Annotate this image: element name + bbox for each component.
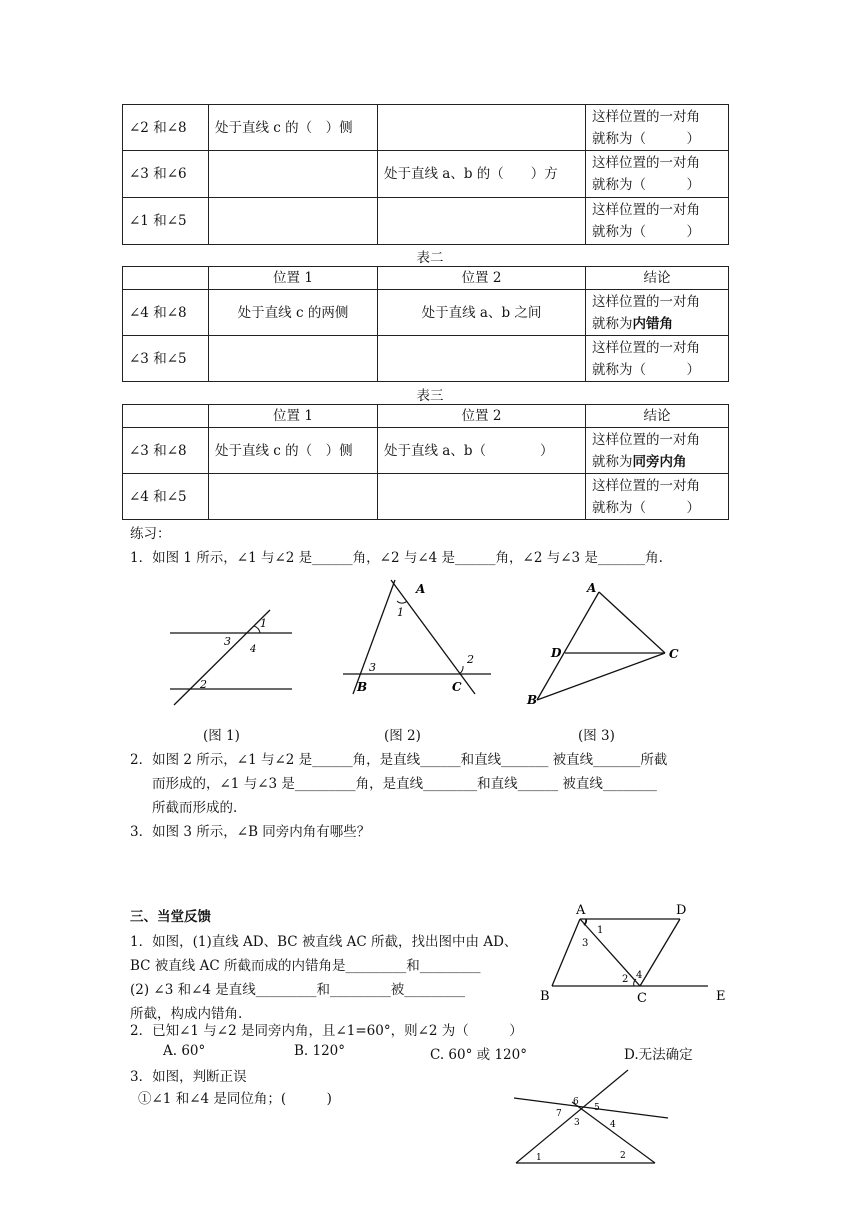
angle-label: 7 xyxy=(556,1109,562,1119)
position1-cell: 处于直线 c 的（ ）侧 xyxy=(209,428,378,474)
pair-cell: ∠2 和∠8 xyxy=(123,105,209,151)
table-2-caption: 表二 xyxy=(416,250,444,266)
table-row xyxy=(123,151,729,198)
header-cell: 位置 2 xyxy=(378,267,586,290)
figure-3 xyxy=(525,580,690,710)
vertex-label: A xyxy=(576,903,586,918)
angle-label: 2 xyxy=(620,1151,626,1161)
angle-label: 2 xyxy=(622,974,629,985)
figure-1 xyxy=(160,600,300,712)
table-header-row xyxy=(123,405,729,428)
term-co-interior-angles: 同旁内角 xyxy=(632,453,687,470)
table-row xyxy=(123,474,729,520)
pair-cell: ∠3 和∠6 xyxy=(123,151,209,198)
header-cell: 结论 xyxy=(586,405,729,428)
angle-label: 1 xyxy=(597,925,604,936)
table-2 xyxy=(122,266,729,382)
feedback-question-3-item-1: ①∠1 和∠4 是同位角；( ) xyxy=(138,1091,332,1107)
position1-cell xyxy=(209,336,378,382)
feedback-question-2: 2．已知∠1 与∠2 是同旁内角，且∠1=60°，则∠2 为（ ） xyxy=(130,1023,523,1039)
option-a: A. 60° xyxy=(163,1043,206,1059)
figure-parallelogram xyxy=(530,900,740,1005)
feedback-question-1-line-3: (2) ∠3 和∠4 是直线_________和_________被_________ xyxy=(130,982,466,998)
angle-label: 2 xyxy=(467,653,474,666)
angle-label: 1 xyxy=(260,617,267,630)
vertex-label: B xyxy=(527,693,538,707)
conclusion-cell: 这样位置的一对角 就称为内错角 xyxy=(586,290,729,336)
pair-cell: ∠4 和∠5 xyxy=(123,474,209,520)
table-3 xyxy=(122,404,729,520)
conclusion-cell: 这样位置的一对角 就称为（ ） xyxy=(586,474,729,520)
angle-label: 1 xyxy=(536,1153,542,1163)
angle-label: 3 xyxy=(574,1118,580,1128)
position2-cell xyxy=(378,474,586,520)
practice-question-3: 3．如图 3 所示，∠B 同旁内角有哪些？ xyxy=(130,824,371,840)
pair-cell: ∠3 和∠5 xyxy=(123,336,209,382)
angle-label: 4 xyxy=(250,644,257,655)
practice-question-2-line-1: 2．如图 2 所示，∠1 与∠2 是______角，是直线______和直线_______ 被直线_______所截 xyxy=(130,752,668,768)
angle-label: 4 xyxy=(610,1120,616,1130)
option-b: B. 120° xyxy=(294,1043,346,1059)
table-3-caption: 表三 xyxy=(416,388,444,404)
conclusion-cell: 这样位置的一对角 就称为同旁内角 xyxy=(586,428,729,474)
feedback-heading: 三、当堂反馈 xyxy=(130,909,211,925)
vertex-label: D xyxy=(676,903,687,918)
figure-2-caption: (图 2) xyxy=(384,728,421,744)
figure-intersecting-lines xyxy=(508,1066,678,1166)
angle-label: 3 xyxy=(369,661,376,674)
angle-label: 2 xyxy=(200,678,207,691)
header-cell xyxy=(123,267,209,290)
vertex-label: C xyxy=(669,647,679,661)
feedback-question-1-line-4: 所截，构成内错角. xyxy=(130,1006,243,1022)
figure-3-caption: (图 3) xyxy=(578,728,615,744)
conclusion-cell: 这样位置的一对角 就称为（ ） xyxy=(586,151,729,198)
feedback-question-1-line-1: 1．如图，(1)直线 AD、BC 被直线 AC 所截，找出图中由 AD、 xyxy=(130,934,518,950)
pair-cell: ∠3 和∠8 xyxy=(123,428,209,474)
practice-question-2-line-3: 所截而形成的. xyxy=(152,800,238,816)
table-1 xyxy=(122,104,729,245)
feedback-question-3: 3．如图，判断正误 xyxy=(130,1069,247,1085)
feedback-question-1-line-2: BC 被直线 AC 所截而成的内错角是_________和_________ xyxy=(130,958,481,974)
vertex-label: B xyxy=(357,680,368,694)
table-row xyxy=(123,105,729,151)
table-row xyxy=(123,428,729,474)
conclusion-cell: 这样位置的一对角 就称为（ ） xyxy=(586,198,729,245)
header-cell xyxy=(123,405,209,428)
position1-cell xyxy=(209,198,378,245)
table-row xyxy=(123,290,729,336)
position1-cell xyxy=(209,151,378,198)
vertex-label: B xyxy=(540,989,550,1004)
term-alternate-angles: 内错角 xyxy=(632,315,673,332)
angle-label: 6 xyxy=(573,1097,579,1107)
position1-cell: 处于直线 c 的（ ）侧 xyxy=(209,105,378,151)
position2-cell: 处于直线 a、b（ ） xyxy=(378,428,586,474)
angle-label: 5 xyxy=(594,1103,600,1113)
position2-cell: 处于直线 a、b 的（ ）方 xyxy=(378,151,586,198)
vertex-label: A xyxy=(416,582,426,596)
position2-cell: 处于直线 a、b 之间 xyxy=(378,290,586,336)
figure-1-caption: (图 1) xyxy=(203,728,240,744)
practice-heading: 练习： xyxy=(130,526,171,542)
header-cell: 位置 1 xyxy=(209,405,378,428)
position2-cell xyxy=(378,336,586,382)
vertex-label: D xyxy=(551,646,562,660)
table-header-row xyxy=(123,267,729,290)
vertex-label: C xyxy=(637,991,647,1005)
angle-label: 3 xyxy=(224,635,231,648)
option-d: D.无法确定 xyxy=(624,1047,693,1063)
header-cell: 结论 xyxy=(586,267,729,290)
position1-cell: 处于直线 c 的两侧 xyxy=(209,290,378,336)
option-c: C. 60° 或 120° xyxy=(430,1047,527,1063)
position2-cell xyxy=(378,198,586,245)
pair-cell: ∠4 和∠8 xyxy=(123,290,209,336)
practice-question-1: 1．如图 1 所示，∠1 与∠2 是______角，∠2 与∠4 是______角，∠2 与∠3 是_______角. xyxy=(130,550,663,566)
vertex-label: A xyxy=(587,581,597,595)
practice-question-2-line-2: 而形成的，∠1 与∠3 是_________角，是直线________和直线______ 被直线________ xyxy=(152,776,657,792)
angle-label: 1 xyxy=(397,606,404,619)
pair-cell: ∠1 和∠5 xyxy=(123,198,209,245)
vertex-label: E xyxy=(716,989,726,1004)
table-row xyxy=(123,198,729,245)
angle-label: 4 xyxy=(636,970,643,981)
header-cell: 位置 2 xyxy=(378,405,586,428)
table-row xyxy=(123,336,729,382)
conclusion-cell: 这样位置的一对角 就称为（ ） xyxy=(586,105,729,151)
header-cell: 位置 1 xyxy=(209,267,378,290)
angle-label: 3 xyxy=(582,938,589,949)
vertex-label: C xyxy=(452,680,462,694)
figure-2 xyxy=(335,574,497,698)
position2-cell xyxy=(378,105,586,151)
position1-cell xyxy=(209,474,378,520)
conclusion-cell: 这样位置的一对角 就称为（ ） xyxy=(586,336,729,382)
